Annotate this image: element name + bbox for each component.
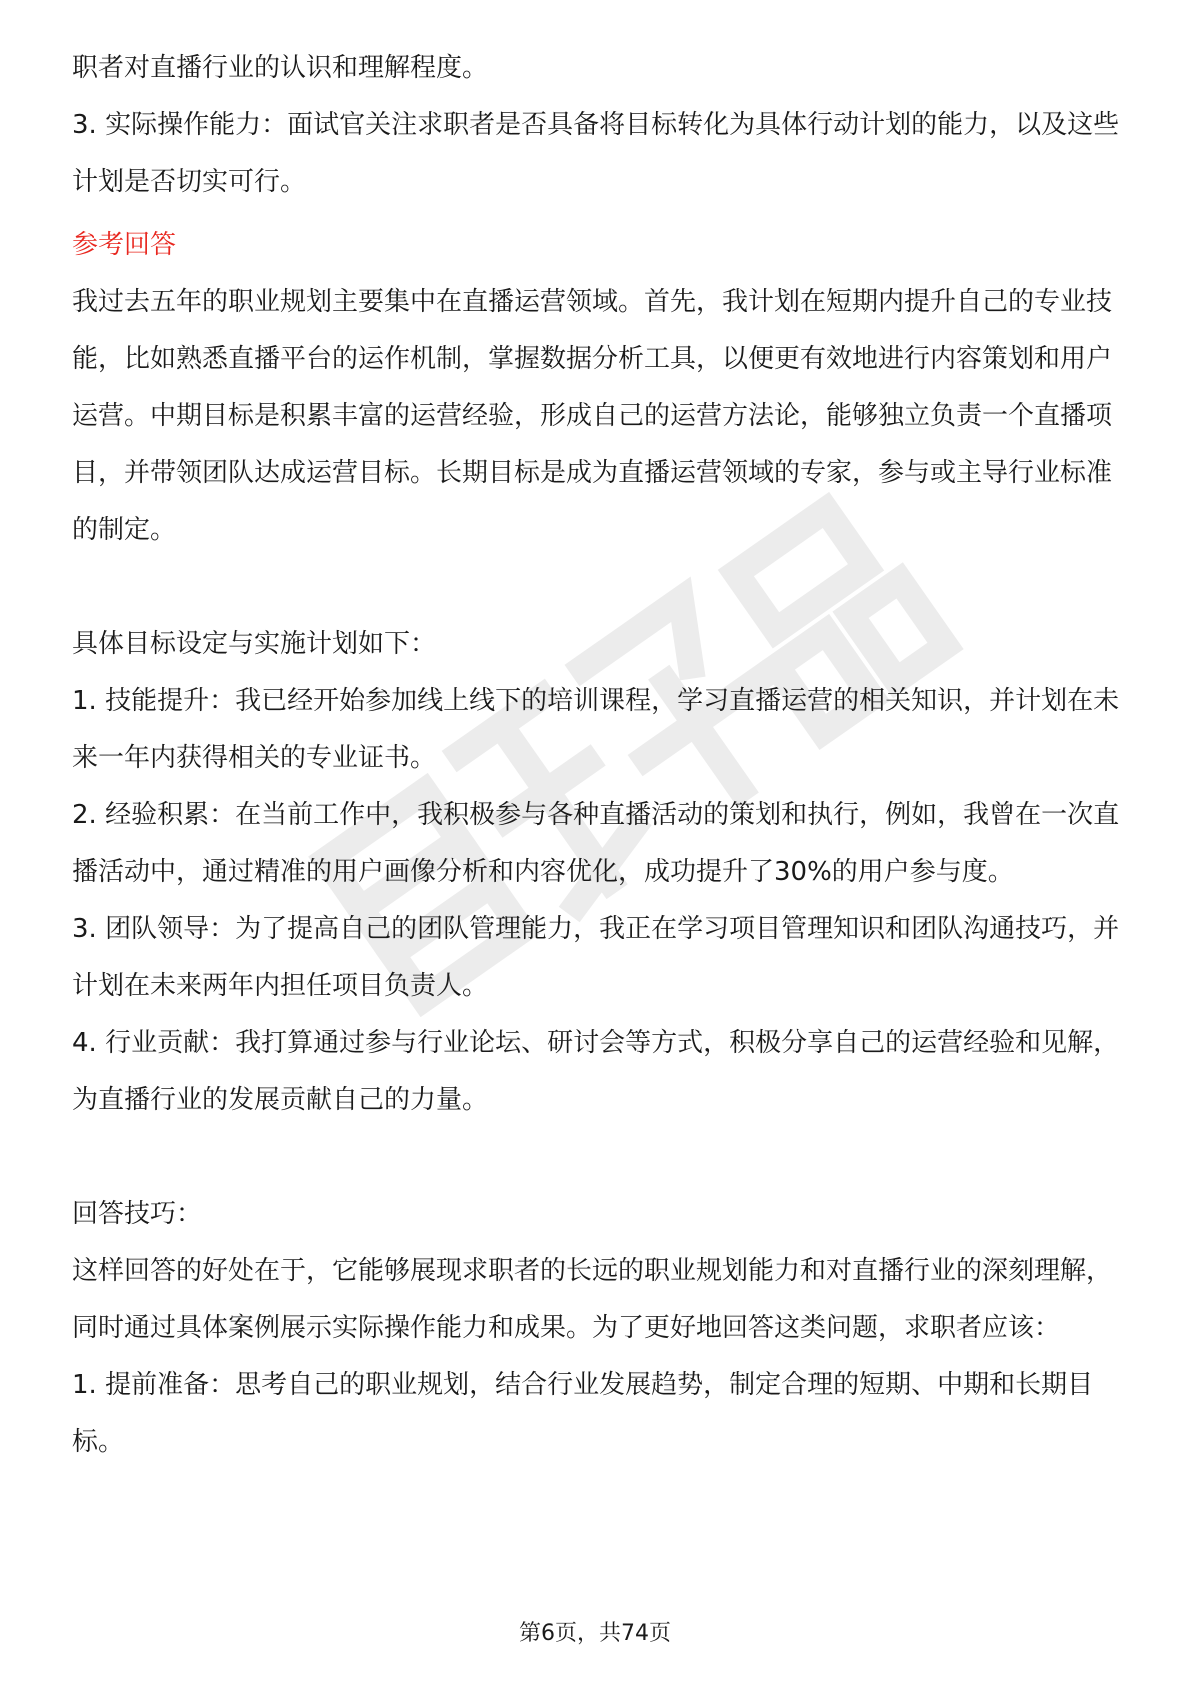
- plan-item-4: 4. 行业贡献：我打算通过参与行业论坛、研讨会等方式，积极分享自己的运营经验和见解，为直播行业的发展贡献自己的力量。: [72, 1028, 1120, 1115]
- tips-item-1: 1. 提前准备：思考自己的职业规划，结合行业发展趋势，制定合理的短期、中期和长期目标。: [72, 1370, 1094, 1457]
- tips-heading: 回答技巧：: [72, 1199, 203, 1229]
- tips-body: 这样回答的好处在于，它能够展现求职者的长远的职业规划能力和对直播行业的深刻理解，同时通过具体案例展示实际操作能力和成果。为了更好地回答这类问题，求职者应该：: [72, 1256, 1113, 1343]
- plan-heading: 具体目标设定与实施计划如下：: [72, 629, 437, 659]
- answer-body: 我过去五年的职业规划主要集中在直播运营领域。首先，我计划在短期内提升自己的专业技能，比如熟悉直播平台的运作机制，掌握数据分析工具，以便更有效地进行内容策划和用户运营。中期目标是积累丰富的运营经验，形成自己的运营方法论，能够独立负责一个直播项目，并带领团队达成运营目标。长期目标是成为直播运营领域的专家，参与或主导行业标准的制定。: [72, 287, 1113, 545]
- page-content: [72, 40, 1122, 1471]
- spacer: [72, 559, 1122, 616]
- plan-item-1: 1. 技能提升：我已经开始参加线上线下的培训课程，学习直播运营的相关知识，并计划在未来一年内获得相关的专业证书。: [72, 686, 1120, 773]
- page-footer: 第6页，共74页: [519, 1621, 671, 1646]
- spacer: [72, 1129, 1122, 1186]
- intro-point-3: 3. 实际操作能力：面试官关注求职者是否具备将目标转化为具体行动计划的能力，以及这些计划是否切实可行。: [72, 110, 1120, 197]
- plan-item-3: 3. 团队领导：为了提高自己的团队管理能力，我正在学习项目管理知识和团队沟通技巧，并计划在未来两年内担任项目负责人。: [72, 914, 1120, 1001]
- intro-continuation: 职者对直播行业的认识和理解程度。: [72, 53, 489, 83]
- section-title-answer: 参考回答: [72, 230, 177, 260]
- plan-item-2: 2. 经验积累：在当前工作中，我积极参与各种直播活动的策划和执行，例如，我曾在一次直播活动中，通过精准的用户画像分析和内容优化，成功提升了30%的用户参与度。: [72, 800, 1120, 887]
